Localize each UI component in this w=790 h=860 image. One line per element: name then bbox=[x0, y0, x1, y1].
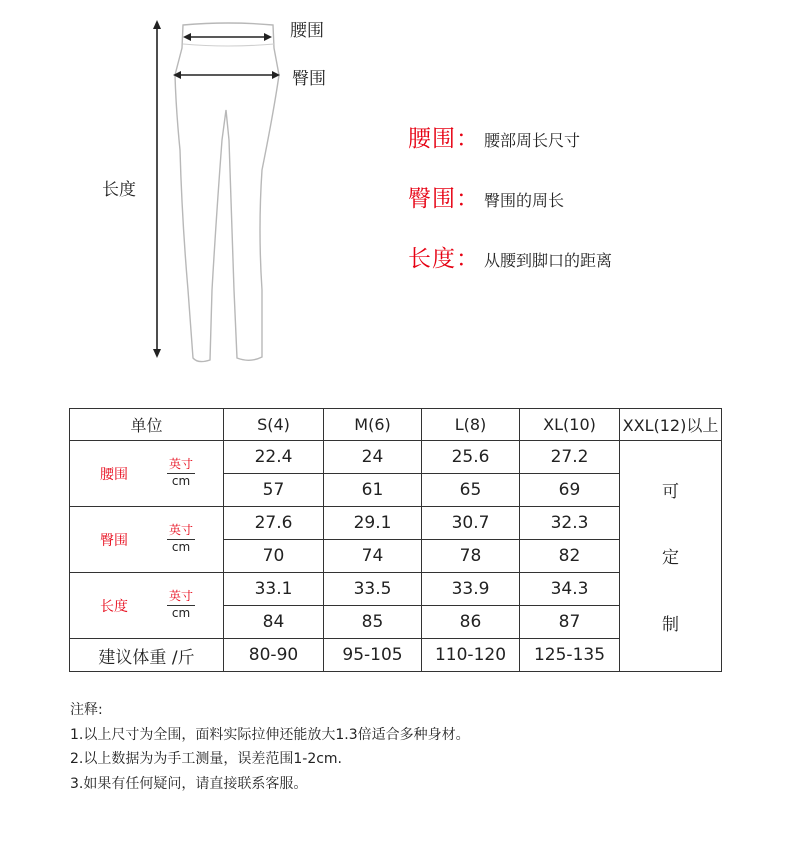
definition-term: 长度： bbox=[408, 246, 480, 272]
table-cell: 61 bbox=[324, 474, 422, 507]
table-cell: 29.1 bbox=[324, 507, 422, 540]
leggings-measurement-figure bbox=[0, 0, 790, 380]
table-cell: 34.3 bbox=[520, 573, 620, 606]
table-cell: 65 bbox=[422, 474, 520, 507]
table-cell: 84 bbox=[224, 606, 324, 639]
notes-title: 注释: bbox=[70, 702, 103, 718]
waist-label: 腰围 bbox=[290, 21, 324, 41]
table-cell: 95-105 bbox=[324, 639, 422, 672]
note-item: 3.如果有任何疑问，请直接联系客服。 bbox=[70, 775, 308, 792]
unit-inch: 英寸 bbox=[167, 458, 195, 474]
notes-section bbox=[70, 698, 470, 796]
table-cell: 33.9 bbox=[422, 573, 520, 606]
weight-label: 建议体重 /斤 bbox=[70, 639, 224, 672]
header-size-xl: XL(10) bbox=[520, 409, 620, 441]
table-cell: 33.5 bbox=[324, 573, 422, 606]
table-cell: 80-90 bbox=[224, 639, 324, 672]
header-unit: 单位 bbox=[70, 409, 224, 441]
table-cell: 110-120 bbox=[422, 639, 520, 672]
table-header-row bbox=[70, 409, 722, 441]
note-item: 1.以上尺寸为全围，面料实际拉伸还能放大1.3倍适合多种身材。 bbox=[70, 726, 470, 743]
table-cell: 30.7 bbox=[422, 507, 520, 540]
table-cell: 85 bbox=[324, 606, 422, 639]
definition-desc: 臀围的周长 bbox=[484, 191, 565, 210]
table-cell: 125-135 bbox=[520, 639, 620, 672]
definition-length bbox=[408, 240, 612, 273]
table-cell: 86 bbox=[422, 606, 520, 639]
unit-cm: cm bbox=[171, 606, 191, 620]
custom-char: 定 bbox=[662, 548, 679, 569]
definition-hip bbox=[408, 180, 564, 213]
length-label: 长度 bbox=[102, 180, 136, 200]
metric-label-length bbox=[70, 573, 224, 639]
table-cell: 24 bbox=[324, 441, 422, 474]
note-item: 2.以上数据为为手工测量，误差范围1-2cm. bbox=[70, 751, 343, 767]
unit-cm: cm bbox=[171, 540, 191, 554]
table-cell: 74 bbox=[324, 540, 422, 573]
unit-inch: 英寸 bbox=[167, 524, 195, 540]
table-cell: 82 bbox=[520, 540, 620, 573]
metric-name: 腰围 bbox=[100, 466, 128, 483]
table-cell: 69 bbox=[520, 474, 620, 507]
metric-label-hip bbox=[70, 507, 224, 573]
unit-cm: cm bbox=[171, 474, 191, 488]
table-row bbox=[70, 441, 722, 474]
table-cell: 27.6 bbox=[224, 507, 324, 540]
header-size-xxl: XXL(12)以上 bbox=[620, 409, 722, 441]
header-size-s: S(4) bbox=[224, 409, 324, 441]
table-cell: 27.2 bbox=[520, 441, 620, 474]
leggings-silhouette bbox=[175, 23, 279, 362]
definition-desc: 从腰到脚口的距离 bbox=[484, 251, 613, 270]
custom-char: 制 bbox=[662, 615, 679, 636]
definition-term: 臀围： bbox=[408, 186, 480, 212]
metric-name: 长度 bbox=[100, 598, 128, 615]
size-chart-table bbox=[69, 408, 722, 672]
hip-label: 臀围 bbox=[292, 69, 326, 89]
unit-inch: 英寸 bbox=[167, 590, 195, 606]
definition-desc: 腰部周长尺寸 bbox=[484, 131, 581, 150]
table-cell: 78 bbox=[422, 540, 520, 573]
table-cell: 33.1 bbox=[224, 573, 324, 606]
metric-name: 臀围 bbox=[100, 532, 128, 549]
definition-waist bbox=[408, 120, 580, 153]
definition-term: 腰围： bbox=[408, 126, 480, 152]
metric-label-waist bbox=[70, 441, 224, 507]
length-arrow bbox=[153, 20, 161, 358]
table-cell: 22.4 bbox=[224, 441, 324, 474]
table-cell: 70 bbox=[224, 540, 324, 573]
custom-made-cell bbox=[620, 441, 722, 672]
table-cell: 57 bbox=[224, 474, 324, 507]
custom-char: 可 bbox=[662, 481, 679, 502]
table-cell: 32.3 bbox=[520, 507, 620, 540]
table-cell: 25.6 bbox=[422, 441, 520, 474]
header-size-m: M(6) bbox=[324, 409, 422, 441]
header-size-l: L(8) bbox=[422, 409, 520, 441]
table-cell: 87 bbox=[520, 606, 620, 639]
